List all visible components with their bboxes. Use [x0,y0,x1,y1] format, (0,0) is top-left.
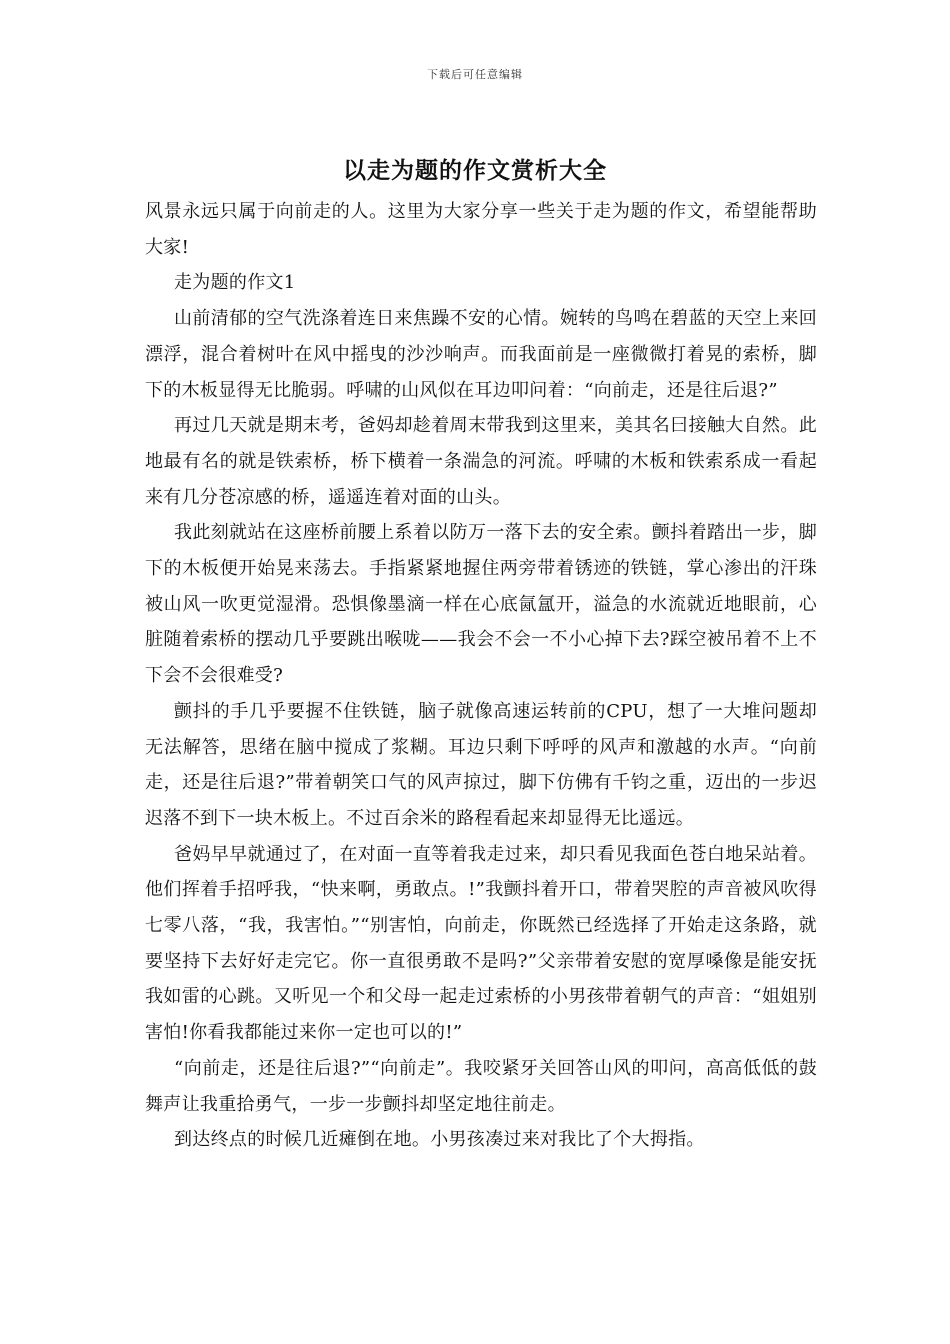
paragraph-intro: 风景永远只属于向前走的人。这里为大家分享一些关于走为题的作文，希望能帮助大家! [145,201,817,258]
document-body [145,194,817,1158]
paragraph: 我此刻就站在这座桥前腰上系着以防万一落下去的安全索。颤抖着踏出一步，脚下的木板便开始晃来荡去。手指紧紧地握住两旁带着锈迹的铁链，掌心渗出的汗珠被山风一吹更觉湿滑。恐惧像墨滴一样在心底氤氲开，溢急的水流就近地眼前，心脏随着索桥的摆动几乎要跳出喉咙——我会不会一不小心掉下去?踩空被吊着不上不下会不会很难受? [145,522,817,687]
section-heading: 走为题的作文1 [174,272,296,294]
paragraph: “向前走，还是往后退?”“向前走”。我咬紧牙关回答山风的叩问，高高低低的鼓舞声让我重拾勇气，一步一步颤抖却坚定地往前走。 [145,1057,817,1115]
paragraph: 再过几天就是期末考，爸妈却趁着周末带我到这里来，美其名曰接触大自然。此地最有名的就是铁索桥，桥下横着一条湍急的河流。呼啸的木板和铁索系成一看起来有几分苍凉感的桥，遥遥连着对面的山头。 [145,415,817,508]
page-header-note: 下载后可任意编辑 [427,68,523,81]
paragraph: 到达终点的时候几近瘫倒在地。小男孩凑过来对我比了个大拇指。 [174,1129,705,1151]
paragraph: 爸妈早早就通过了，在对面一直等着我走过来，却只看见我面色苍白地呆站着。他们挥着手招呼我，“快来啊，勇敢点。!”我颤抖着开口，带着哭腔的声音被风吹得七零八落，“我，我害怕。”“别害怕，向前走，你既然已经选择了开始走这条路，就要坚持下去好好走完它。你一直很勇敢不是吗?”父亲带着安慰的宽厚嗓像是能安抚我如雷的心跳。又听见一个和父母一起走过索桥的小男孩带着朝气的声音：“姐姐别害怕!你看我都能过来你一定也可以的!” [145,843,817,1044]
paragraph: 山前清郁的空气洗涤着连日来焦躁不安的心情。婉转的鸟鸣在碧蓝的天空上来回漂浮，混合着树叶在风中摇曳的沙沙响声。而我面前是一座微微打着晃的索桥，脚下的木板显得无比脆弱。呼啸的山风似在耳边叩问着：“向前走，还是往后退?” [145,308,817,401]
paragraph: 颤抖的手几乎要握不住铁链，脑子就像高速运转前的CPU，想了一大堆问题却无法解答，思绪在脑中搅成了浆糊。耳边只剩下呼呼的风声和激越的水声。“向前走，还是往后退?”带着朝笑口气的风声掠过，脚下仿佛有千钧之重，迈出的一步迟迟落不到下一块木板上。不过百余米的路程看起来却显得无比遥远。 [145,700,817,829]
document-title: 以走为题的作文赏析大全 [343,157,607,184]
